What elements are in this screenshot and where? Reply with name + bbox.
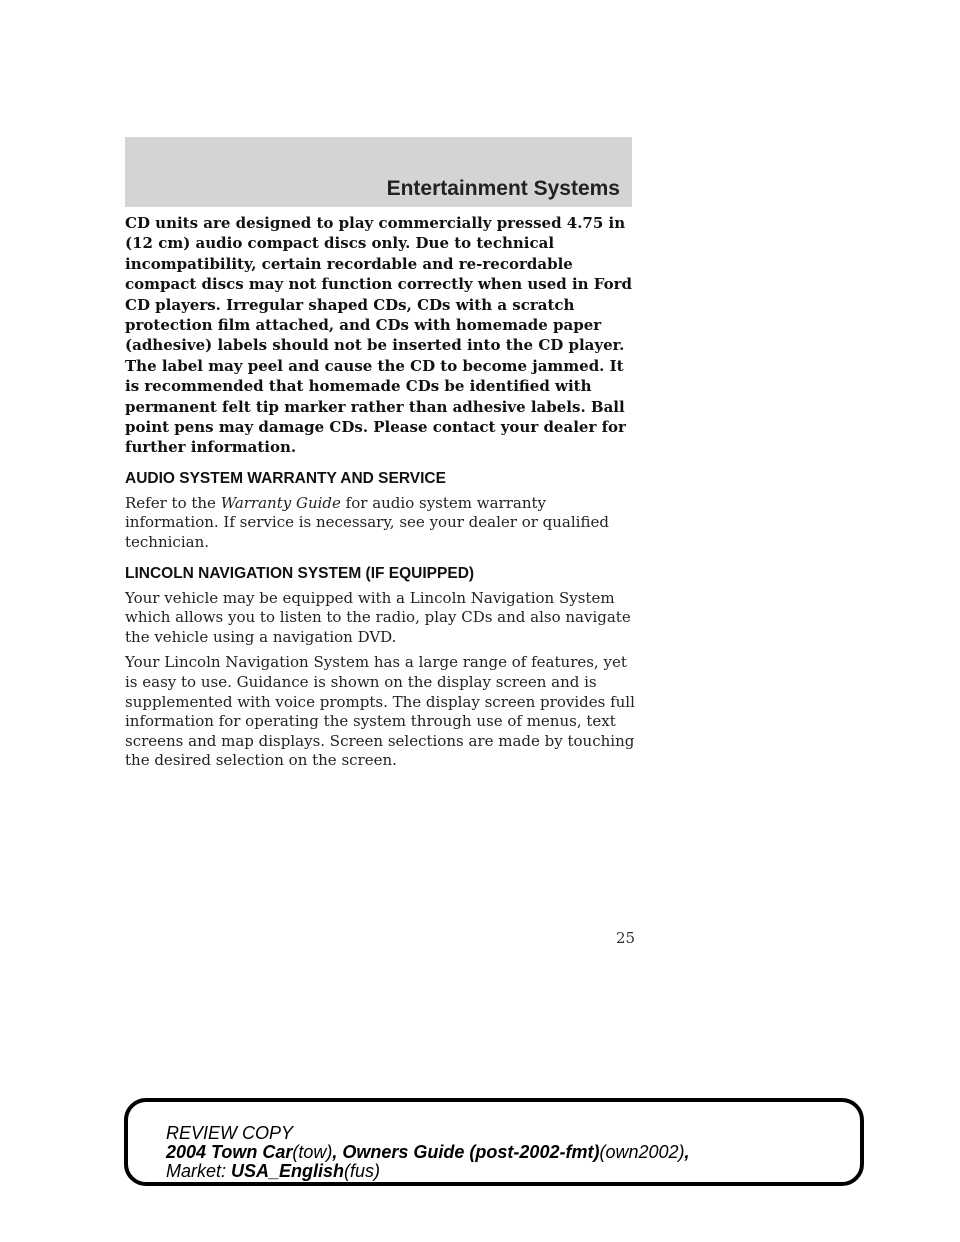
model-name: 2004 Town Car xyxy=(166,1142,293,1162)
warranty-text-before: Refer to the xyxy=(125,493,221,512)
review-copy-box xyxy=(124,1098,864,1186)
navigation-paragraph-1: Your vehicle may be equipped with a Lincoln Navigation System which allows you to listen to the radio, play CDs and also navigate the vehicle using a navigation DVD. xyxy=(125,588,631,646)
navigation-paragraph-2: Your Lincoln Navigation System has a large range of features, yet is easy to use. Guidance is shown on the display screen and is supplemented with voice prompts. The display screen provides full information for operating the system through use of menus, text screens and map displays. Screen selections are made by touching the desired selection on the screen. xyxy=(125,653,635,770)
guide-code: (own2002) xyxy=(599,1142,685,1162)
warranty-text-after: for audio system warranty information. If service is necessary, see your dealer or qualified technician. xyxy=(125,493,609,552)
market-code: (fus) xyxy=(344,1161,381,1181)
section-header-band xyxy=(125,137,632,207)
market-label: Market: xyxy=(166,1161,232,1181)
page-number: 25 xyxy=(616,929,636,947)
warranty-heading: AUDIO SYSTEM WARRANTY AND SERVICE xyxy=(125,469,446,487)
review-copy-label: REVIEW COPY xyxy=(166,1123,294,1143)
review-copy-text xyxy=(166,1124,690,1181)
market-name: USA_English xyxy=(231,1161,345,1181)
section-title: Entertainment Systems xyxy=(386,177,620,200)
warranty-paragraph xyxy=(125,494,639,553)
warranty-guide-title: Warranty Guide xyxy=(220,493,341,512)
navigation-heading: LINCOLN NAVIGATION SYSTEM (IF EQUIPPED) xyxy=(125,564,475,582)
guide-name: Owners Guide (post-2002-fmt) xyxy=(342,1142,600,1162)
separator-2: , xyxy=(684,1142,690,1162)
model-code: (tow) xyxy=(292,1142,333,1162)
separator-1: , xyxy=(332,1142,343,1162)
review-copy-market-line xyxy=(166,1162,690,1181)
cd-compatibility-paragraph: CD units are designed to play commercially pressed 4.75 in (12 cm) audio compact discs only. Due to technical incompatibility, certain recordable and re-recordable compact discs may not function correctly when used in Ford CD players. Irregular shaped CDs, CDs with a scratch protection film attached, and CDs with homemade paper (adhesive) labels should not be inserted into the CD player. The label may peel and cause the CD to become jammed. It is recommended that homemade CDs be identified with permanent felt tip marker rather than adhesive labels. Ball point pens may damage CDs. Please contact your dealer for further information. xyxy=(125,214,633,457)
page-content xyxy=(125,213,639,777)
review-copy-model-line xyxy=(166,1143,690,1162)
